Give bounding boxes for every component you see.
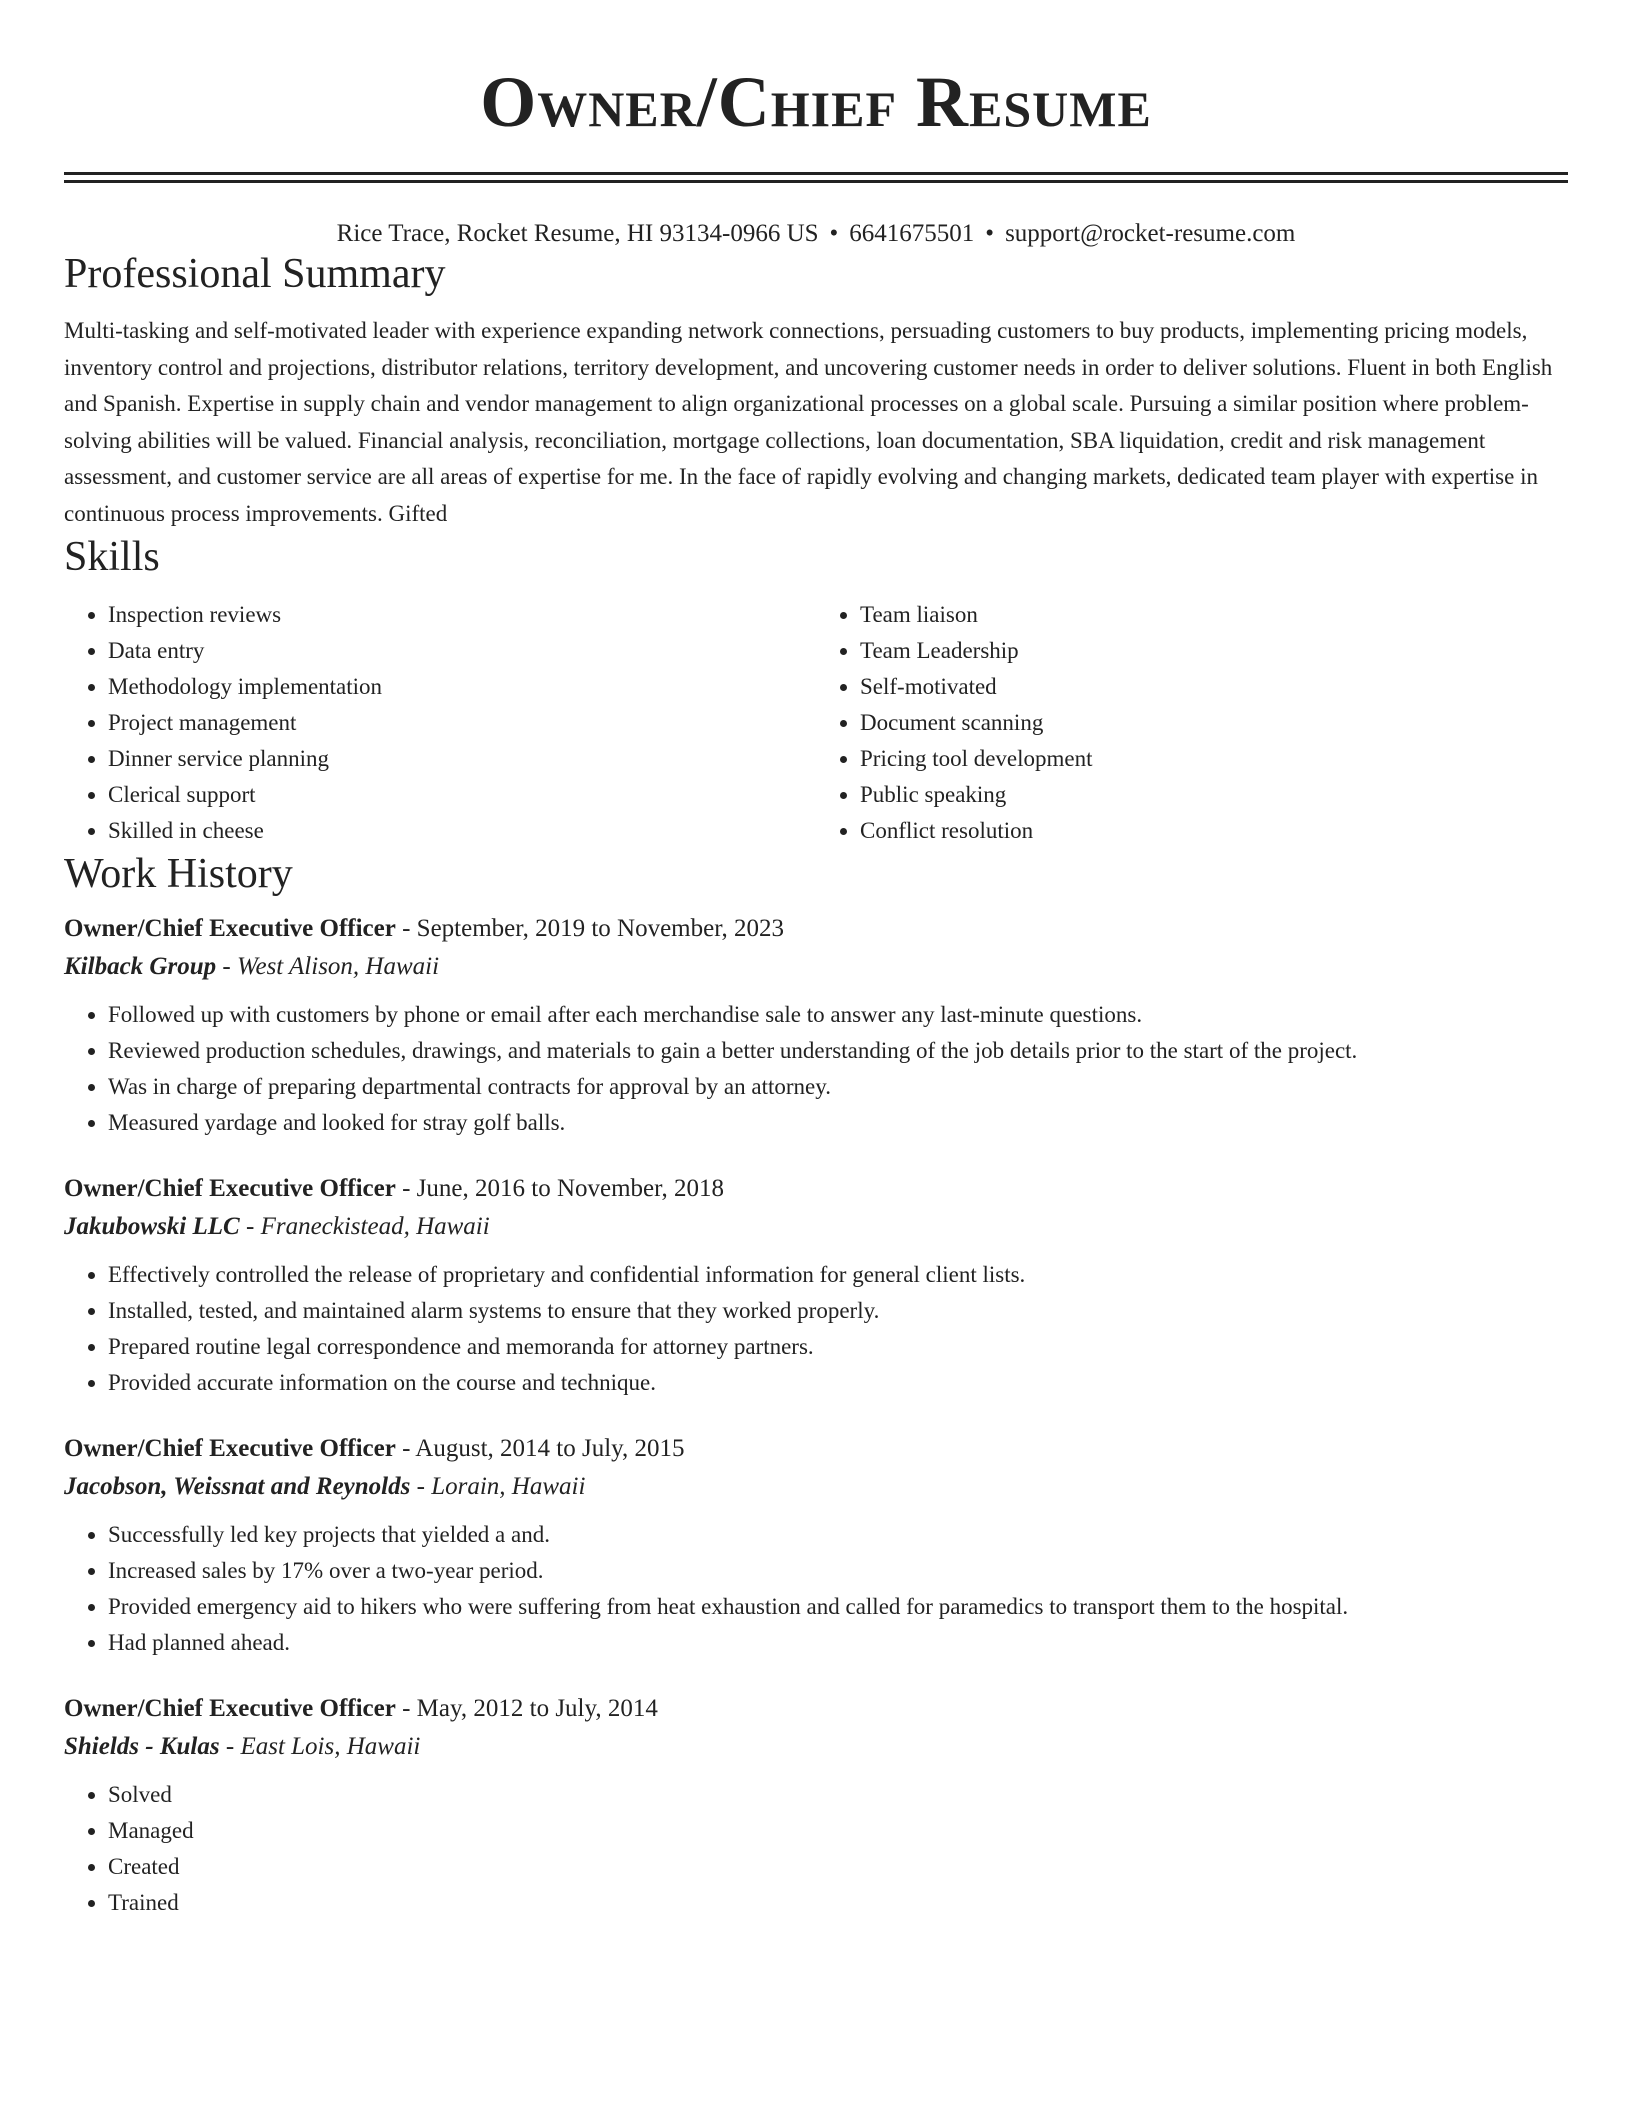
job-title-line: Owner/Chief Executive Officer - September, 2019 to November, 2023	[64, 915, 785, 943]
job-duty: • Reviewed production schedules, drawings, and materials to gain a better understanding of the job details prior to the start of the project.	[108, 1033, 1568, 1069]
job-entry	[64, 1431, 1568, 1661]
job-company: Jakubowski LLC	[64, 1213, 240, 1241]
job-company-line: Jacobson, Weissnat and Reynolds - Lorain, Hawaii	[64, 1473, 586, 1501]
job-duty: • Provided emergency aid to hikers who were suffering from heat exhaustion and called for paramedics to transport them to the hospital.	[108, 1589, 1568, 1625]
skill-item: • Public speaking	[860, 777, 1568, 813]
skill-item: • Dinner service planning	[108, 741, 816, 777]
job-location: Lorain, Hawaii	[431, 1473, 586, 1501]
job-duties	[64, 1777, 1568, 1921]
skill-item: • Team liaison	[860, 597, 1568, 633]
job-duty: • Trained	[108, 1885, 1568, 1921]
summary-text: Multi-tasking and self-motivated leader with experience expanding network connections, persuading customers to buy products, implementing pricing models, inventory control and projections, distributor relations, territory development, and uncovering customer needs in order to deliver solutions. Fluent in both English and Spanish. Expertise in supply chain and vendor management to align organizational processes on a global scale. Pursuing a similar position where problem-solving abilities will be valued. Financial analysis, reconciliation, mortgage collections, loan documentation, SBA liquidation, credit and risk management assessment, and customer service are all areas of expertise for me. In the face of rapidly evolving and changing markets, dedicated team player with expertise in continuous process improvements. Gifted	[64, 318, 1553, 526]
job-company: Shields - Kulas	[64, 1733, 220, 1761]
job-duties	[64, 1517, 1568, 1661]
job-location: West Alison, Hawaii	[236, 953, 440, 981]
work-history-heading: Work History	[64, 850, 293, 897]
job-duty: • Solved	[108, 1777, 1568, 1813]
job-company-line: Shields - Kulas - East Lois, Hawaii	[64, 1733, 421, 1761]
job-company: Jacobson, Weissnat and Reynolds	[64, 1473, 411, 1501]
title-divider	[64, 172, 1568, 183]
skills-heading: Skills	[64, 534, 160, 581]
skill-item: • Document scanning	[860, 705, 1568, 741]
job-dates: September, 2019 to November, 2023	[416, 915, 785, 943]
job-entry	[64, 1171, 1568, 1401]
job-duty: • Was in charge of preparing departmental contracts for approval by an attorney.	[108, 1069, 1568, 1105]
job-duty: • Provided accurate information on the course and technique.	[108, 1365, 1568, 1401]
job-role: Owner/Chief Executive Officer	[64, 1175, 396, 1203]
job-duty: • Installed, tested, and maintained alarm systems to ensure that they worked properly.	[108, 1293, 1568, 1329]
resume-title: Owner/Chief Resume	[480, 62, 1152, 142]
job-duty: • Prepared routine legal correspondence and memoranda for attorney partners.	[108, 1329, 1568, 1365]
skills-column-right	[816, 597, 1568, 849]
skill-item: • Project management	[108, 705, 816, 741]
job-entry	[64, 911, 1568, 1141]
job-company-line: Jakubowski LLC - Franeckistead, Hawaii	[64, 1213, 490, 1241]
job-duty: • Successfully led key projects that yielded a and.	[108, 1517, 1568, 1553]
contact-email: support@rocket-resume.com	[1005, 220, 1296, 247]
skill-item: • Team Leadership	[860, 633, 1568, 669]
skill-item: • Conflict resolution	[860, 813, 1568, 849]
job-location: Franeckistead, Hawaii	[260, 1213, 490, 1241]
job-location: East Lois, Hawaii	[240, 1733, 421, 1761]
job-dates: May, 2012 to July, 2014	[416, 1695, 658, 1723]
job-role: Owner/Chief Executive Officer	[64, 915, 396, 943]
job-duties	[64, 1257, 1568, 1401]
job-duty: • Measured yardage and looked for stray golf balls.	[108, 1105, 1568, 1141]
job-duty: • Increased sales by 17% over a two-year period.	[108, 1553, 1568, 1589]
contact-separator: •	[985, 220, 995, 247]
job-duty: • Had planned ahead.	[108, 1625, 1568, 1661]
skill-item: • Clerical support	[108, 777, 816, 813]
contact-address: Rice Trace, Rocket Resume, HI 93134-0966 US	[336, 220, 819, 247]
job-duty: • Effectively controlled the release of proprietary and confidential information for general client lists.	[108, 1257, 1568, 1293]
skill-item: • Data entry	[108, 633, 816, 669]
summary-heading: Professional Summary	[64, 251, 446, 297]
contact-separator: •	[829, 220, 839, 247]
contact-phone: 6641675501	[849, 220, 975, 247]
job-dates: June, 2016 to November, 2018	[416, 1175, 724, 1203]
contact-line	[64, 219, 1568, 249]
job-duty: • Followed up with customers by phone or email after each merchandise sale to answer any last-minute questions.	[108, 997, 1568, 1033]
skill-item: • Self-motivated	[860, 669, 1568, 705]
job-duty: • Managed	[108, 1813, 1568, 1849]
job-entry	[64, 1691, 1568, 1921]
skill-item: • Pricing tool development	[860, 741, 1568, 777]
job-role: Owner/Chief Executive Officer	[64, 1435, 396, 1463]
job-duty: • Created	[108, 1849, 1568, 1885]
skill-item: • Inspection reviews	[108, 597, 816, 633]
job-company: Kilback Group	[64, 953, 217, 981]
job-title-line: Owner/Chief Executive Officer - May, 2012 to July, 2014	[64, 1695, 658, 1723]
skill-item: • Skilled in cheese	[108, 813, 816, 849]
skills-list	[64, 597, 1568, 849]
job-title-line: Owner/Chief Executive Officer - June, 2016 to November, 2018	[64, 1175, 724, 1203]
job-dates: August, 2014 to July, 2015	[415, 1435, 685, 1463]
job-company-line: Kilback Group - West Alison, Hawaii	[64, 953, 440, 981]
skills-column-left	[64, 597, 816, 849]
job-role: Owner/Chief Executive Officer	[64, 1695, 396, 1723]
skill-item: • Methodology implementation	[108, 669, 816, 705]
job-duties	[64, 997, 1568, 1141]
job-title-line: Owner/Chief Executive Officer - August, 2014 to July, 2015	[64, 1435, 685, 1463]
